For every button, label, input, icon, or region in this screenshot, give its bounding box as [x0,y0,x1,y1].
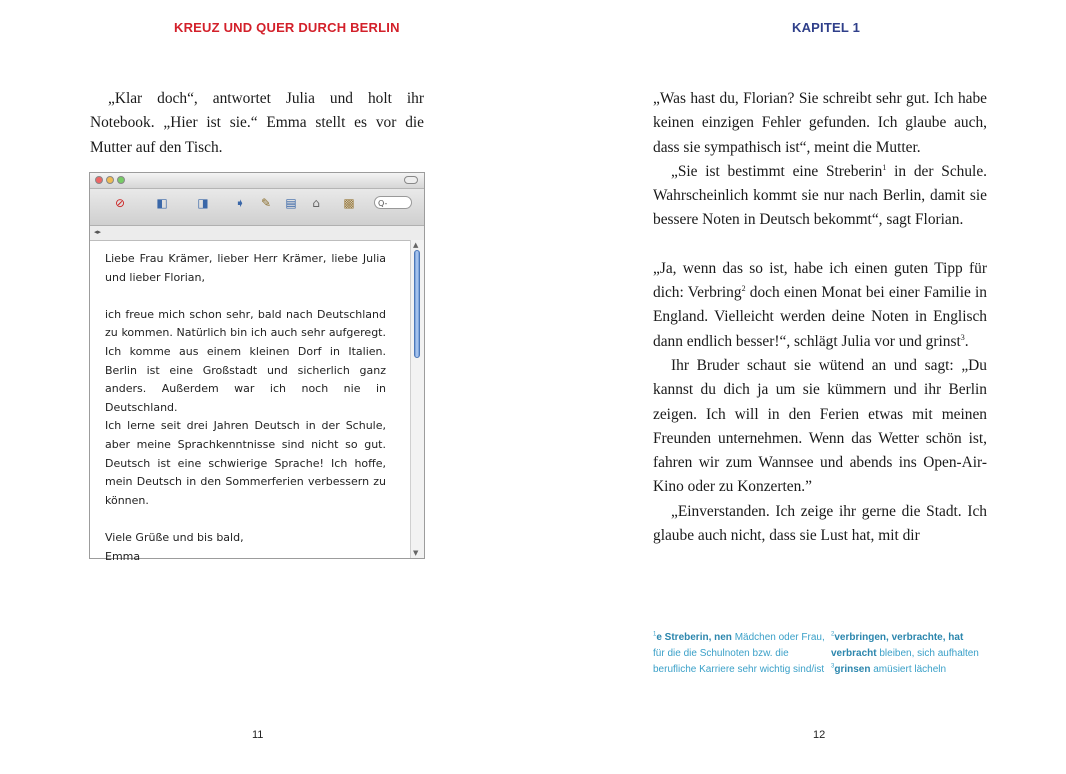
footnote-1-number: 1 [653,631,657,638]
running-head-left: KREUZ UND QUER DURCH BERLIN [174,20,400,35]
window-zoom-dot[interactable] [117,176,125,184]
paragraph-3-text-a: „Ja, wenn das so ist, habe ich einen guten Tipp für dich: Verbring [653,259,987,302]
email-signature: Emma [105,549,141,563]
mailbox-icon[interactable]: ⌂ [312,196,320,210]
email-paragraph-2: Ich lerne seit drei Jahren Deutsch in der Schule, aber meine Sprachkenntnisse sind nicht so gut. Deutsch ist eine schwierige Sprache! Ich hoffe, mein Deutsch in den Sommerferien verbessern zu können. [105,419,386,507]
footnotes-2-3 [831,630,1001,678]
footnote-1-definition: Mädchen oder Frau, für die die Schulnoten bzw. die berufliche Karriere sehr wichtig sind/ist [653,632,825,675]
footnote-2-number: 2 [831,631,835,638]
scroll-down-arrow-icon[interactable]: ▼ [413,549,419,557]
email-body [90,240,410,563]
left-text [90,87,424,160]
footnote-1-term: e Streberin, nen [656,632,732,643]
footnote-3 [831,662,1001,678]
collapse-arrow-icon[interactable]: ◂▸ [94,228,102,236]
page-number-left: 11 [252,729,264,741]
footnote-3-term: grinsen [834,664,871,675]
email-paragraph-1: ich freue mich schon sehr, bald nach Deutschland zu kommen. Natürlich bin ich auch sehr aufgeregt. Ich komme aus einem kleinen Dorf in Italien. Berlin ist eine Großstadt und sicherlich ganz anders. Außerdem war ich noch nie in Deutschland. [105,307,386,414]
paragraph-2 [653,160,987,233]
paragraph-3 [653,257,987,354]
delete-icon[interactable]: ⊘ [114,196,126,210]
email-closing: Viele Grüße und bis bald, [105,530,244,544]
right-page [533,0,1066,774]
junk-icon[interactable]: ▩ [343,196,355,210]
mail-window [89,172,425,563]
paragraph-5: „Einverstanden. Ich zeige ihr gerne die Stadt. Ich glaube auch nicht, dass sie Lust hat, mit dir [653,502,987,545]
footnote-2 [831,630,1001,662]
paragraph-2-text-a: „Sie ist bestimmt eine Streberin [671,162,883,180]
footnote-ref-1: 1 [882,162,887,172]
paragraph-1: „Was hast du, Florian? Sie schreibt sehr gut. Ich habe keinen einzigen Fehler gefunden. Ich glaube auch, dass sie sympathisch ist“, meint die Mutter. [653,90,987,156]
footnote-ref-2: 2 [741,283,746,293]
paragraph-3-text-b: doch einen Monat bei einer Familie in England. Vielleicht werden deine Noten in Englisch dann endlich besser!“, schlägt Julia vor und grinst [653,284,987,350]
email-greeting: Liebe Frau Krämer, lieber Herr Krämer, liebe Julia und lieber Florian, [105,252,386,284]
print-icon[interactable]: ▤ [285,196,297,210]
toolbar-toggle-button[interactable] [404,176,418,184]
reply-icon[interactable]: ◧ [156,196,168,210]
reply-all-icon[interactable]: ◨ [197,196,209,210]
scrollbar[interactable] [410,240,424,558]
right-text [653,87,987,548]
compose-icon[interactable]: ✎ [260,196,272,210]
scroll-up-arrow-icon[interactable]: ▲ [413,241,419,249]
footnote-ref-3: 3 [960,332,965,342]
search-input[interactable]: Q- [374,196,412,209]
paragraph-4: Ihr Bruder schaut sie wütend an und sagt: „Du kannst du dich ja um sie kümmern und ihr Berlin zeigen. Ich will in den Ferien etwas mit meinen Freunden unternehmen. Wenn das Wetter schön ist, fahren wir zum Wannsee und abends ins Open-Air-Kino oder zu Konzerten.” [653,356,987,496]
footnote-3-definition: amüsiert lächeln [870,664,947,675]
paragraph-3-text-c: . [964,332,969,350]
mail-toolbar [90,189,424,226]
window-close-dot[interactable] [95,176,103,184]
title-bar [90,173,424,189]
header-strip [90,226,424,241]
paragraph-2-text-b: in der Schule. Wahrscheinlich kommt sie nur nach Berlin, damit sie bessere Noten in Deutsch bekommt“, sagt Florian. [653,162,988,229]
footnote-2-definition: bleiben, sich aufhalten [876,648,979,659]
page-number-right: 12 [813,729,826,741]
running-head-right: KAPITEL 1 [792,20,861,35]
footnote-1 [653,630,825,678]
window-minimize-dot[interactable] [106,176,114,184]
footnote-3-number: 3 [831,663,835,670]
footnote-2-term: verbringen, verbrachte, hat verbracht [831,632,964,659]
scroll-thumb[interactable] [414,250,420,358]
forward-icon[interactable]: ➧ [234,196,246,210]
left-paragraph: „Klar doch“, antwortet Julia und holt ihr Notebook. „Hier ist sie.“ Emma stellt es vor die Mutter auf den Tisch. [90,90,424,156]
